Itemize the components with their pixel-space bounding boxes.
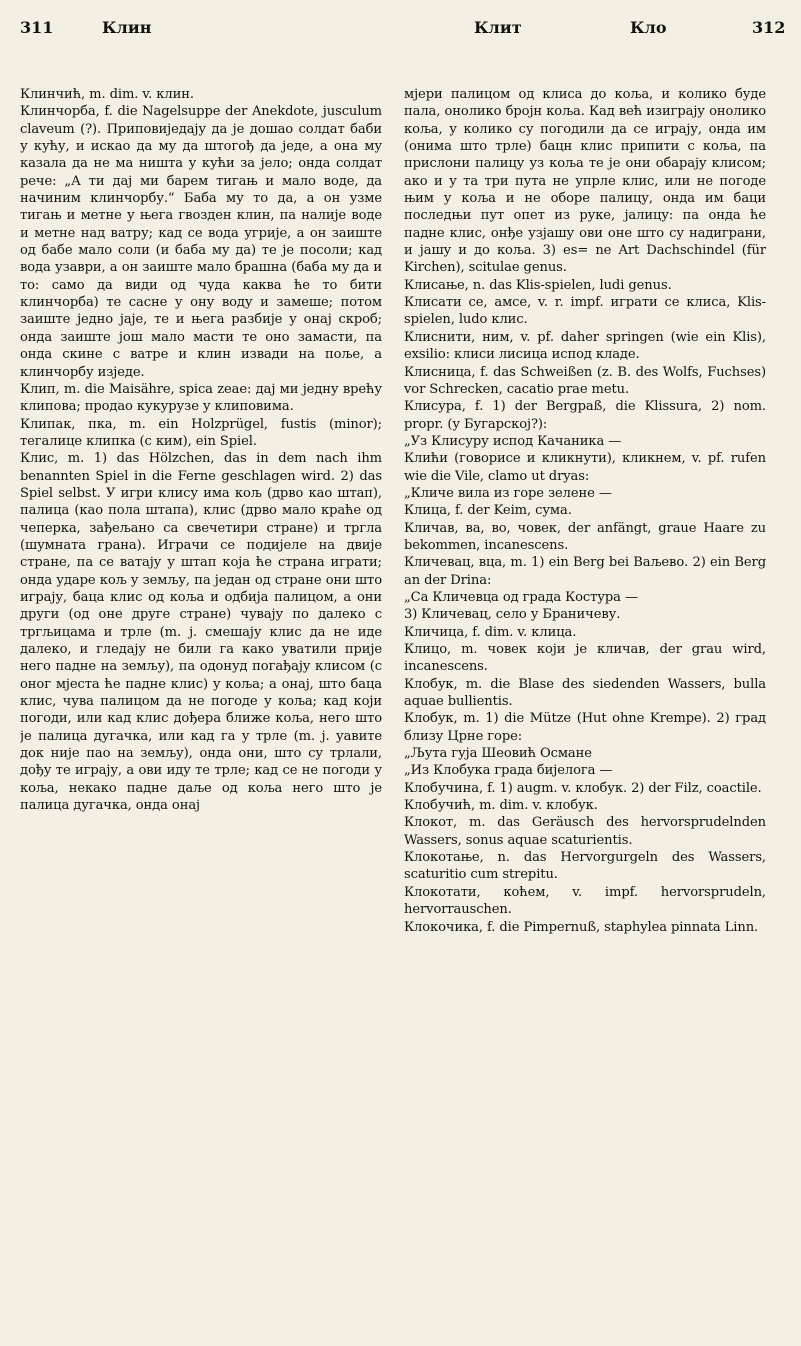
verse-line: „Уз Клисуру испод Качаника — xyxy=(404,433,622,449)
right-column xyxy=(404,86,766,1326)
entry-klis: Клис, m. 1) das Hölzchen, das in dem nach ihm benannten Spiel in die Ferne geschlagen wird. 2) das Spiel selbst. У игри клису има кољ (дрво као штап), палица (као пола штапа), клис (дрво мало краће од чеперка, зађељано са свечетири стране) и тргла (шумната грана). Играчи се подијеле на двије стране, па се ватају у штап која ће страна играти; онда ударе кољ у земљу, па један од стране они што играју, баца клис од кољa и одбија палицом, а они други (од оне друге стране) чувају по далеко с тргљицама и трле (m. ј. смешају клис да не иде далеко, и гледају не били га како уватили прије него падне на земљу), па одонуд погађају клисом (с оног мјеста ће падне клис) у кољa; а онај, што баца клис, чува палицом да не погоде у кољa; кад који погоди, или кад клис дођера ближе кољa, него што је палица дугачка, или кад га у трле (m. ј. уавите док није пао на земљу), онда они, што су трлали, дођу те играју, а ови иду те трле; кад се не погоди у кољa, некако падне даље од кољa него што је палица дугачка, онда онај xyxy=(20,451,382,814)
left-page-number: 311 xyxy=(20,18,54,37)
verse-line: „Љута гуја Шеовић Османе xyxy=(404,746,592,762)
entry-klisura: Клисура, f. 1) der Bergpaß, die Klissura, 2) nom. propr. (у Бугарској?): xyxy=(404,399,766,432)
verse-line: „Из Клобука града бијелога — xyxy=(404,763,613,779)
entry-klisati-se: Клисати се, амсе, v. r. impf. играти се клиса, Klis-spielen, ludo клис. xyxy=(404,295,766,328)
entry-klico: Клицо, m. човек који је кличав, der grau wird, incanescens. xyxy=(404,642,766,675)
entry-klokotanje: Клокотање, n. das Hervorgurgeln des Wassers, scaturitio cum strepitu. xyxy=(404,850,766,883)
entry-klokot: Клокот, m. das Geräusch des hervorsprudelnden Wassers, sonus aquae scaturientis. xyxy=(404,815,766,848)
entry-klisanje: Клисање, n. das Klis-spielen, ludi genus. xyxy=(404,277,672,293)
entry-klichica: Кличица, f. dim. v. клица. xyxy=(404,624,577,640)
entry-klipak: Клипак, пка, m. ein Holzprügel, fustis (minor); тегалице клипка (с ким), ein Spiel. xyxy=(20,416,382,449)
entry-klobuchich: Клобучић, m. dim. v. клобук. xyxy=(404,798,598,814)
entry-klokotati: Клокотати, коћем, v. impf. hervorsprudeln, hervorrauschen. xyxy=(404,884,766,918)
entry-klichevac: Кличевац, вца, m. 1) ein Berg bei Ваљево. 2) ein Berg an der Drina: xyxy=(404,555,766,588)
center-running-head: Клит xyxy=(474,18,522,37)
entry-klisniti: Клиснити, ним, v. pf. daher springen (wie ein Klis), exsilio: клиси лисица испод кладе. xyxy=(404,329,766,363)
right-page-number: 312 xyxy=(752,18,786,37)
left-column xyxy=(20,86,382,1326)
entry-klokochika: Клокочика, f. die Pimpernuß, staphylea pinnata Linn. xyxy=(404,919,759,935)
verse-line: „Са Кличевца од града Костура — xyxy=(404,589,638,605)
entry-klobuk-hat: Клобук, m. 1) die Mütze (Hut ohne Krempe). 2) град близу Црне горе: xyxy=(404,711,766,744)
verse-line: „Кличе вила из горе зелене — xyxy=(404,485,612,501)
entry-klis-continued: мјери палицом од клиса до кољa, и колико буде пала, онолико бројн кољa. Кад већ изиграју онолико кољa, у колико су погодили да се играју, онда им (онима што трле) бацн клис припити с кољa, па прислони палицу уз кољa те је они обарају клисом; ако и у та три пута не упрле клис, или не погоде њим у кољa и не оборе палицу, онда им баци последњи пут опет из руке, јалицу: па онда ће падне клис, онђе узјашу ови оне што су надиграни, и јашу и до кољa. 3) es= ne Art Dachschindel (für Kirchen), scitulae genus. xyxy=(404,87,766,276)
right-running-head: Кло xyxy=(630,18,667,37)
entry-klip: Клип, m. die Maisähre, spica zeae: дај ми једну врећу клипова; продао кукурузе у клиповима. xyxy=(20,381,382,415)
entry-klinchich: Клинчић, m. dim. v. клин. xyxy=(20,87,194,102)
entry-klichevac-village: 3) Кличевац, село у Браничеву. xyxy=(404,607,621,623)
entry-klica: Клица, f. der Keim, сума. xyxy=(404,503,572,519)
entry-klobuk-bubble: Клобук, m. die Blase des siedenden Wassers, bulla aquae bullientis. xyxy=(404,676,766,710)
entry-klobuchina: Клобучина, f. 1) augm. v. клобук. 2) der Filz, coactile. xyxy=(404,780,762,796)
entry-kliki: Клићи (говорисе и кликнути), кликнем, v. pf. rufen wie die Vile, clamo ut dryas: xyxy=(404,451,766,484)
entry-klichav: Кличав, ва, во, човек, der anfängt, graue Haare zu bekommen, incanescens. xyxy=(404,520,766,553)
page-header xyxy=(20,18,786,48)
entry-klisnica: Клисница, f. das Schweißen (z. B. des Wolfs, Fuchses) vor Schrecken, cacatio prae metu. xyxy=(404,364,766,397)
entry-klinchorba: Клинчорба, f. die Nagelsuppe der Anekdote, jusculum claveum (?). Приповиједају да је дошао солдат баби у кућу, и искао да му да штогођ да једе, а она му казала да не ма ништа у кући за јело; онда солдат рече: „А ти дај ми барем тигањ и мало воде, да начиним клинчорбу.“ Баба му то да, а он узме тигањ и метне у њега гвозден клин, па налије воде и метне над ватру; кад се вода угрије, а он заиште од бабе мало соли (и баба му да) те је посоли; кад вода узаври, а он заиште мало брашна (баба му да и то: само да види од чуда каква ће то бити клинчорба) те сасне у ону воду и замеше; потом заиште једно јаје, те и њега разбије у онај скроб; онда заиште још мало масти те оно замасти, па онда скине с ватре и клин извади на поље, а клинчорбу изједе. xyxy=(20,104,382,380)
left-running-head: Клин xyxy=(102,18,152,37)
